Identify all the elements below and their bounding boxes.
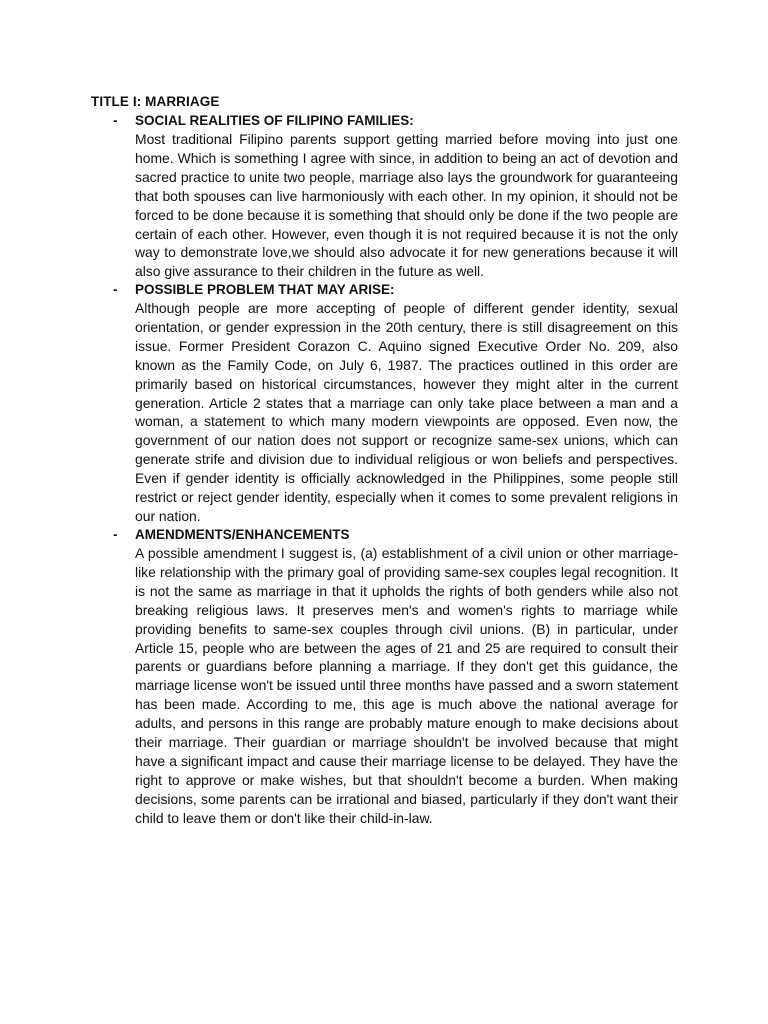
section-heading-row (113, 280, 678, 299)
section-body: A possible amendment I suggest is, (a) establishment of a civil union or other marriage-like relationship with the primary goal of providing same-sex couples legal recognition. It is not the same as marriage in that it upholds the rights of both genders while also not breaking religious laws. It preserves men's and women's rights to marriage while providing benefits to same-sex couples through civil unions. (B) in particular, under Article 15, people who are between the ages of 21 and 25 are required to consult their parents or guardians before planning a marriage. If they don't get this guidance, the marriage license won't be issued until three months have passed and a sworn statement has been made. According to me, this age is much above the national average for adults, and persons in this range are probably mature enough to make decisions about their marriage. Their guardian or marriage shouldn't be involved because that might have a significant impact and cause their marriage license to be delayed. They have the right to approve or make wishes, but that shouldn't become a burden. When making decisions, some parents can be irrational and biased, particularly if they don't want their child to leave them or don't like their child-in-law. (135, 545, 678, 826)
section-heading: POSSIBLE PROBLEM THAT MAY ARISE: (135, 282, 395, 297)
bullet-dash: - (113, 527, 118, 542)
section-heading-row (113, 525, 678, 544)
section-heading-row (113, 111, 678, 130)
bullet-dash: - (113, 282, 118, 297)
section-body: Most traditional Filipino parents support getting married before moving into just one home. Which is something I agree with since, in addition to being an act of devotion and sacred practice to unite two people, marriage also lays the groundwork for guaranteeing that both spouses can live harmoniously with each other. In my opinion, it should not be forced to be done because it is something that should only be done if the two people are certain of each other. However, even though it is not required because it is not the only way to demonstrate love,we should also advocate it for new generations because it will also give assurance to their children in the future as well. (135, 131, 678, 280)
section-heading: SOCIAL REALITIES OF FILIPINO FAMILIES: (135, 113, 414, 128)
document-title: TITLE I: MARRIAGE (91, 94, 220, 109)
section-social-realities (113, 111, 678, 281)
section-amendments (113, 525, 678, 828)
section-body: Although people are more accepting of people of different gender identity, sexual orientation, or gender expression in the 20th century, there is still disagreement on this issue. Former President Corazon C. Aquino signed Executive Order No. 209, also known as the Family Code, on July 6, 1987. The practices outlined in this order are primarily based on historical circumstances, however they might alter in the current generation. Article 2 states that a marriage can only take place between a man and a woman, a statement to which many modern viewpoints are opposed. Even now, the government of our nation does not support or recognize same-sex unions, which can generate strife and division due to individual religious or won beliefs and perspectives. Even if gender identity is officially acknowledged in the Philippines, some people still restrict or reject gender identity, especially when it comes to some prevalent religions in our nation. (135, 300, 678, 524)
section-possible-problem (113, 280, 678, 526)
bullet-dash: - (113, 113, 118, 128)
section-heading: AMENDMENTS/ENHANCEMENTS (135, 527, 350, 542)
